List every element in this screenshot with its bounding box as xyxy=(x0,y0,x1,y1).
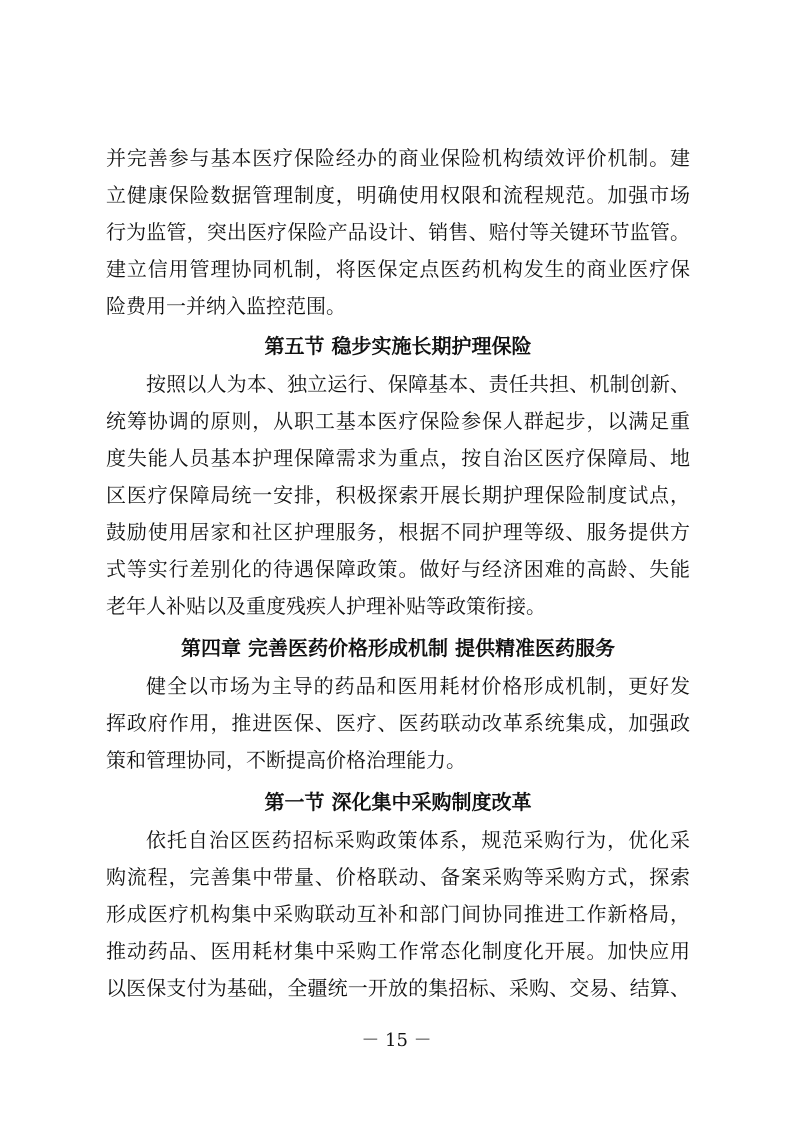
body-line: 式等实行差别化的待遇保障政策。做好与经济困难的高龄、失能 xyxy=(106,557,690,581)
body-line: 形成医疗机构集中采购联动互补和部门间协同推进工作新格局， xyxy=(106,902,690,926)
body-line: 购流程，完善集中带量、价格联动、备案采购等采购方式，探索 xyxy=(106,865,690,889)
body-line: 度失能人员基本护理保障需求为重点，按自治区医疗保障局、地 xyxy=(106,446,690,470)
body-line: 挥政府作用，推进医保、医疗、医药联动改革系统集成，加强政 xyxy=(106,711,690,735)
section-heading: 第五节 稳步实施长期护理保险 xyxy=(264,334,532,358)
body-line: 鼓励使用居家和社区护理服务，根据不同护理等级、服务提供方 xyxy=(106,520,690,544)
page-number: － 15 － xyxy=(361,1030,432,1051)
body-line: 按照以人为本、独立运行、保障基本、责任共担、机制创新、 xyxy=(146,372,690,396)
body-line: 推动药品、医用耗材集中采购工作常态化制度化开展。加快应用 xyxy=(106,939,690,963)
body-line: 以医保支付为基础，全疆统一开放的集招标、采购、交易、结算、 xyxy=(106,976,690,1000)
body-line: 区医疗保障局统一安排，积极探索开展长期护理保险制度试点， xyxy=(106,483,690,507)
body-line: 健全以市场为主导的药品和医用耗材价格形成机制，更好发 xyxy=(146,674,690,698)
body-line: 老年人补贴以及重度残疾人护理补贴等政策衔接。 xyxy=(106,594,546,618)
body-line: 立健康保险数据管理制度，明确使用权限和流程规范。加强市场 xyxy=(106,183,690,207)
body-line: 行为监管，突出医疗保险产品设计、销售、赔付等关键环节监管。 xyxy=(106,220,690,244)
body-line: 险费用一并纳入监控范围。 xyxy=(106,294,346,318)
body-line: 统筹协调的原则，从职工基本医疗保险参保人群起步，以满足重 xyxy=(106,409,690,433)
body-line: 建立信用管理协同机制，将医保定点医药机构发生的商业医疗保 xyxy=(106,257,690,281)
chapter-heading: 第四章 完善医药价格形成机制 提供精准医药服务 xyxy=(181,636,615,660)
body-line: 策和管理协同，不断提高价格治理能力。 xyxy=(106,748,466,772)
body-line: 并完善参与基本医疗保险经办的商业保险机构绩效评价机制。建 xyxy=(106,146,690,170)
section-heading: 第一节 深化集中采购制度改革 xyxy=(264,790,532,814)
body-line: 依托自治区医药招标采购政策体系，规范采购行为，优化采 xyxy=(146,828,690,852)
